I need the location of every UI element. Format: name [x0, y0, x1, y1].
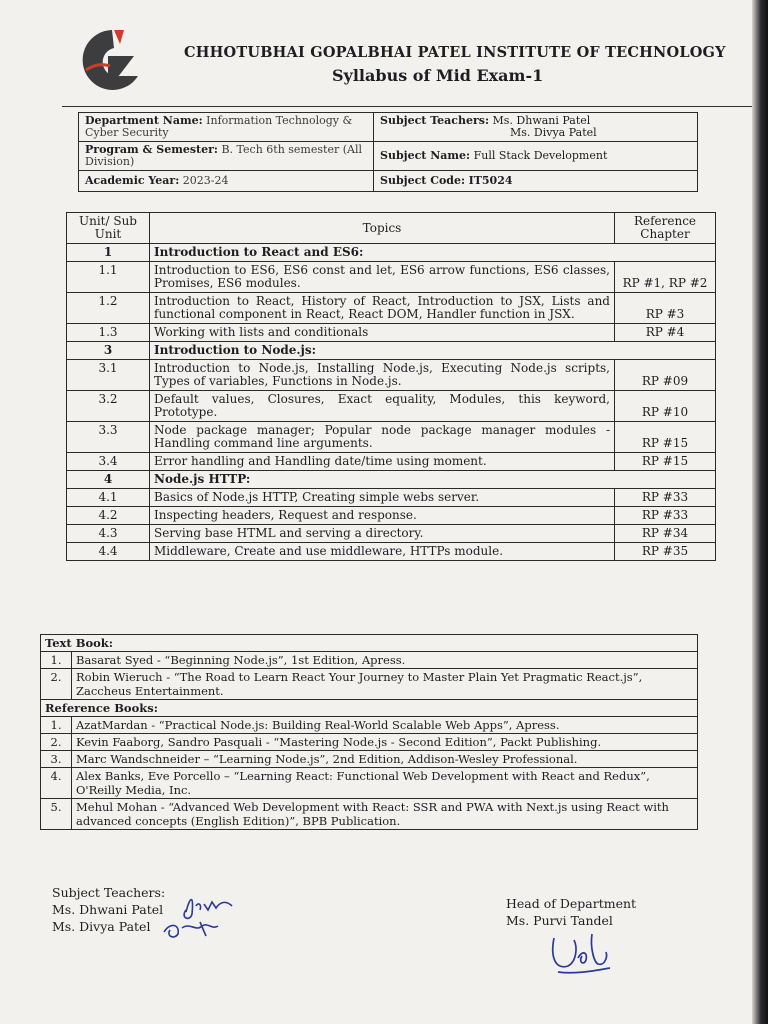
- syllabus-row: [67, 471, 716, 489]
- program-cell: Program & Semester: B. Tech 6th semester (All Division): [79, 142, 374, 171]
- reference-chapter: RP #4: [615, 324, 716, 342]
- books-table: [40, 634, 698, 830]
- book-number: 1.: [41, 652, 72, 669]
- topic-text: Serving base HTML and serving a directory.: [150, 525, 615, 543]
- unit-number: 3.2: [67, 391, 150, 422]
- reference-chapter: RP #35: [615, 543, 716, 561]
- unit-header: Unit/ Sub Unit: [67, 213, 150, 244]
- book-citation: Mehul Mohan - “Advanced Web Development with React: SSR and PWA with Next.js using React with advanced concepts (English Edition)”, BPB Publication.: [72, 799, 698, 830]
- book-number: 2.: [41, 734, 72, 751]
- topics-header: Topics: [150, 213, 615, 244]
- reference-header: Reference Chapter: [615, 213, 716, 244]
- topic-text: Middleware, Create and use middleware, HTTPs module.: [150, 543, 615, 561]
- unit-number: 1.3: [67, 324, 150, 342]
- unit-number: 3: [67, 342, 150, 360]
- book-item: [41, 799, 698, 830]
- teacher-signatures: [160, 892, 256, 942]
- reference-chapter: RP #15: [615, 453, 716, 471]
- syllabus-table: [66, 212, 716, 561]
- unit-number: 1.2: [67, 293, 150, 324]
- unit-number: 3.1: [67, 360, 150, 391]
- unit-number: 3.3: [67, 422, 150, 453]
- unit-number: 3.4: [67, 453, 150, 471]
- subject-teachers-signature: Subject Teachers: Ms. Dhwani Patel Ms. Divya Patel: [52, 885, 166, 934]
- reference-chapter: RP #3: [615, 293, 716, 324]
- unit-number: 4.1: [67, 489, 150, 507]
- reference-chapter: RP #10: [615, 391, 716, 422]
- book-item: [41, 768, 698, 799]
- topic-text: Default values, Closures, Exact equality, Modules, this keyword, Prototype.: [150, 391, 615, 422]
- syllabus-row: [67, 360, 716, 391]
- book-citation: Kevin Faaborg, Sandro Pasquali - “Mastering Node.js - Second Edition”, Packt Publishing.: [72, 734, 698, 751]
- syllabus-row: [67, 342, 716, 360]
- unit-number: 1: [67, 244, 150, 262]
- department-cell: Department Name: Information Technology & Cyber Security: [79, 113, 374, 142]
- book-number: 2.: [41, 669, 72, 700]
- topic-text: Error handling and Handling date/time using moment.: [150, 453, 615, 471]
- unit-number: 1.1: [67, 262, 150, 293]
- book-item: [41, 669, 698, 700]
- book-number: 1.: [41, 717, 72, 734]
- book-item: [41, 717, 698, 734]
- topic-text: Introduction to Node.js, Installing Node.js, Executing Node.js scripts, Types of variables, Functions in Node.js.: [150, 360, 615, 391]
- unit-title: Node.js HTTP:: [150, 471, 716, 489]
- reference-chapter: RP #09: [615, 360, 716, 391]
- book-citation: Alex Banks, Eve Porcello – “Learning React: Functional Web Development with React and Redux”, O'Reilly Media, Inc.: [72, 768, 698, 799]
- subject-name-cell: Subject Name: Full Stack Development: [374, 142, 698, 171]
- scan-edge: [752, 0, 768, 1024]
- syllabus-row: [67, 543, 716, 561]
- syllabus-row: [67, 507, 716, 525]
- institute-name: CHHOTUBHAI GOPALBHAI PATEL INSTITUTE OF TECHNOLOGY: [184, 44, 726, 61]
- topic-text: Introduction to ES6, ES6 const and let, ES6 arrow functions, ES6 classes, Promises, ES6 modules.: [150, 262, 615, 293]
- reference-chapter: RP #33: [615, 489, 716, 507]
- textbook-heading: Text Book:: [41, 635, 698, 652]
- book-citation: Basarat Syed - “Beginning Node.js”, 1st Edition, Apress.: [72, 652, 698, 669]
- topic-text: Inspecting headers, Request and response.: [150, 507, 615, 525]
- hod-signature: Head of Department Ms. Purvi Tandel: [506, 896, 637, 928]
- unit-title: Introduction to React and ES6:: [150, 244, 716, 262]
- reference-chapter: RP #34: [615, 525, 716, 543]
- course-info-table: [78, 112, 698, 192]
- book-citation: Marc Wandschneider – “Learning Node.js”, 2nd Edition, Addison-Wesley Professional.: [72, 751, 698, 768]
- syllabus-row: [67, 244, 716, 262]
- unit-title: Introduction to Node.js:: [150, 342, 716, 360]
- syllabus-row: [67, 422, 716, 453]
- topic-text: Introduction to React, History of React, Introduction to JSX, Lists and functional component in React, React DOM, Handler function in JSX.: [150, 293, 615, 324]
- document-title: Syllabus of Mid Exam-1: [332, 66, 544, 85]
- topic-text: Node package manager; Popular node package manager modules - Handling command line arguments.: [150, 422, 615, 453]
- topic-text: Working with lists and conditionals: [150, 324, 615, 342]
- hod-signature-mark: [548, 928, 618, 976]
- syllabus-row: [67, 489, 716, 507]
- book-number: 3.: [41, 751, 72, 768]
- unit-number: 4.2: [67, 507, 150, 525]
- book-number: 5.: [41, 799, 72, 830]
- reference-books-heading: Reference Books:: [41, 700, 698, 717]
- syllabus-header-row: [67, 213, 716, 244]
- book-item: [41, 652, 698, 669]
- book-citation: AzatMardan - “Practical Node.js: Building Real-World Scalable Web Apps”, Apress.: [72, 717, 698, 734]
- book-item: [41, 751, 698, 768]
- unit-number: 4: [67, 471, 150, 489]
- syllabus-row: [67, 453, 716, 471]
- book-citation: Robin Wieruch - “The Road to Learn React Your Journey to Master Plain Yet Pragmatic React.js”, Zaccheus Entertainment.: [72, 669, 698, 700]
- subject-code-cell: Subject Code: IT5024: [374, 171, 698, 192]
- syllabus-row: [67, 525, 716, 543]
- topic-text: Basics of Node.js HTTP, Creating simple webs server.: [150, 489, 615, 507]
- teachers-cell: Subject Teachers: Ms. Dhwani Patel Ms. Divya Patel: [374, 113, 698, 142]
- syllabus-row: [67, 324, 716, 342]
- unit-number: 4.3: [67, 525, 150, 543]
- reference-chapter: RP #1, RP #2: [615, 262, 716, 293]
- reference-chapter: RP #33: [615, 507, 716, 525]
- syllabus-row: [67, 293, 716, 324]
- book-item: [41, 734, 698, 751]
- syllabus-row: [67, 391, 716, 422]
- book-number: 4.: [41, 768, 72, 799]
- institute-logo: [68, 26, 146, 98]
- syllabus-row: [67, 262, 716, 293]
- unit-number: 4.4: [67, 543, 150, 561]
- header-divider: [62, 106, 752, 107]
- reference-chapter: RP #15: [615, 422, 716, 453]
- academic-year-cell: Academic Year: 2023-24: [79, 171, 374, 192]
